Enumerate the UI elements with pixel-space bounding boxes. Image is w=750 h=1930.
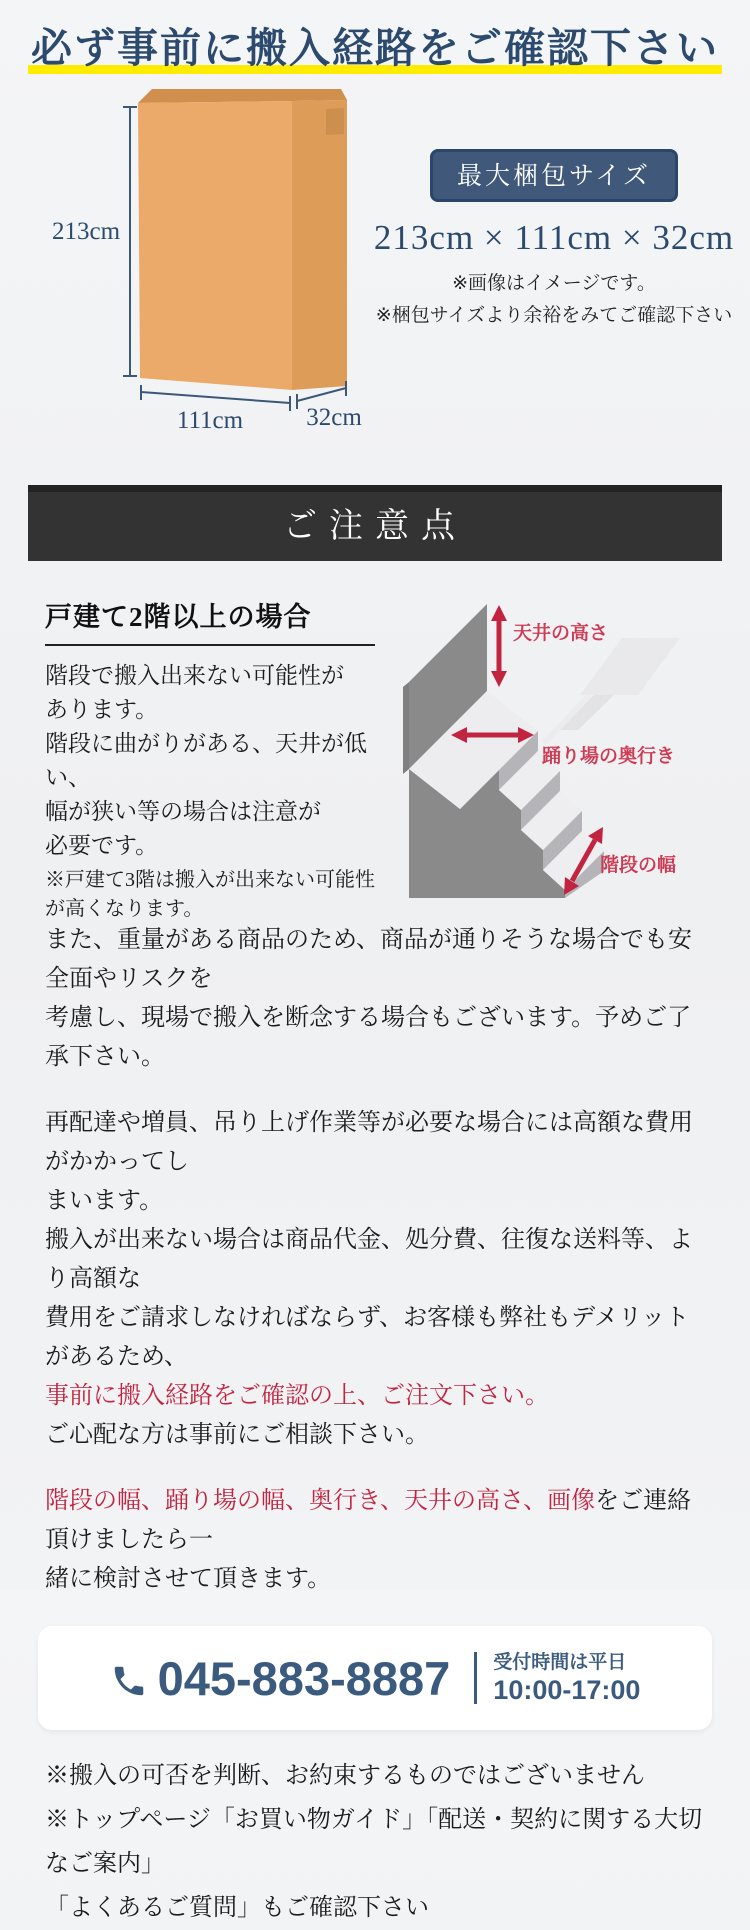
warning-text-measurements: 階段の幅、踊り場の幅、奥行き、天井の高さ、画像 xyxy=(45,1488,596,1515)
text-line: 考慮し、現場で搬入を断念する場合もございます。予めご了承下さい。 xyxy=(45,1005,692,1071)
staircase-illustration xyxy=(395,583,750,898)
caution-body-line: 階段で搬入出来ない可能性が xyxy=(45,663,344,689)
box-height-label: 213cm xyxy=(51,218,121,246)
text-line: 費用をご請求しなければならず、お客様も弊社もデメリットがあるため、 xyxy=(45,1305,690,1371)
business-hours xyxy=(493,1650,640,1707)
caution-text-column xyxy=(45,595,393,924)
cardboard-box-illustration xyxy=(40,83,370,435)
text-line: 緒に検討させて頂きます。 xyxy=(45,1566,332,1593)
caution-note-line: ※戸建て3階は搬入が出来ない可能性 xyxy=(45,869,375,892)
caution-note xyxy=(45,866,393,924)
divider xyxy=(474,1652,477,1704)
footer-note-line: ※トップページ「お買い物ガイド」「配送・契約に関する大切なご案内」 xyxy=(45,1807,703,1878)
page-title-highlight: 必ず事前に搬入経路をご確認下さい xyxy=(28,25,722,74)
footer-note-line: 「よくあるご質問」もご確認下さい xyxy=(45,1895,429,1922)
package-size-info xyxy=(368,149,740,327)
text-line: ご心配な方は事前にご相談下さい。 xyxy=(45,1422,429,1449)
caution-body-line: あります。 xyxy=(45,697,159,723)
caution-body xyxy=(45,659,393,863)
upper-flight-shape xyxy=(580,638,680,695)
text-line: 再配達や増員、吊り上げ作業等が必要な場合には高額な費用がかかってし xyxy=(45,1110,693,1176)
page-title xyxy=(0,0,750,73)
box-handle-hole xyxy=(326,108,344,135)
notice-paragraphs xyxy=(0,921,750,1599)
footer-note-line: ※搬入の可否を判断、お約束するものではございません xyxy=(45,1763,645,1790)
warning-text-confirm-route: 事前に搬入経路をご確認の上、ご注文下さい。 xyxy=(45,1383,549,1410)
box-width-label: 111cm xyxy=(176,407,244,435)
caution-banner xyxy=(28,485,722,561)
hours-label: 受付時間は平日 xyxy=(493,1651,627,1673)
package-size-section xyxy=(0,83,750,435)
ceiling-height-arrow xyxy=(491,605,507,687)
landing-depth-label: 踊り場の奥行き xyxy=(542,746,676,768)
package-dimensions: 213cm × 111cm × 32cm xyxy=(373,218,735,258)
wall-left-edge xyxy=(403,682,409,774)
stair-width-label: 階段の幅 xyxy=(600,855,677,877)
box-depth-label: 32cm xyxy=(306,404,362,432)
ceiling-height-label: 天井の高さ xyxy=(513,623,609,645)
footer-notes xyxy=(0,1754,750,1930)
text-line: まいます。 xyxy=(45,1188,164,1215)
caution-section xyxy=(0,583,750,921)
text-line: 搬入が出来ない場合は商品代金、処分費、往復な送料等、より高額な xyxy=(45,1227,693,1293)
caution-note-line: が高くなります。 xyxy=(45,898,204,921)
hours-value: 10:00-17:00 xyxy=(493,1675,641,1706)
box-front-face xyxy=(138,101,292,390)
caution-body-line: 階段に曲がりがある、天井が低い、 xyxy=(45,731,367,791)
text-line: をご連絡頂けましたら一 xyxy=(45,1488,692,1554)
caution-banner-title: ご注意点 xyxy=(283,508,467,546)
caution-subheading: 戸建て2階以上の場合 xyxy=(45,595,375,646)
paragraph-safety xyxy=(45,921,705,1077)
max-package-size-badge: 最大梱包サイズ xyxy=(430,149,678,202)
height-measure-line xyxy=(123,107,137,376)
text-line: また、重量がある商品のため、商品が通りそうな場合でも安全面やリスクを xyxy=(45,927,693,993)
caution-body-line: 必要です。 xyxy=(45,833,159,859)
paragraph-contact-info xyxy=(45,1482,705,1599)
paragraph-costs xyxy=(45,1104,705,1455)
phone-icon xyxy=(110,1662,148,1700)
phone-number[interactable]: 045-883-8887 xyxy=(157,1651,451,1705)
box-side-face xyxy=(292,100,347,390)
phone-contact-card xyxy=(38,1626,712,1730)
package-note-image: ※画像はイメージです。 xyxy=(452,273,656,295)
package-note-margin: ※梱包サイズより余裕をみてご確認下さい xyxy=(375,305,733,327)
caution-body-line: 幅が狭い等の場合は注意が xyxy=(45,799,321,825)
